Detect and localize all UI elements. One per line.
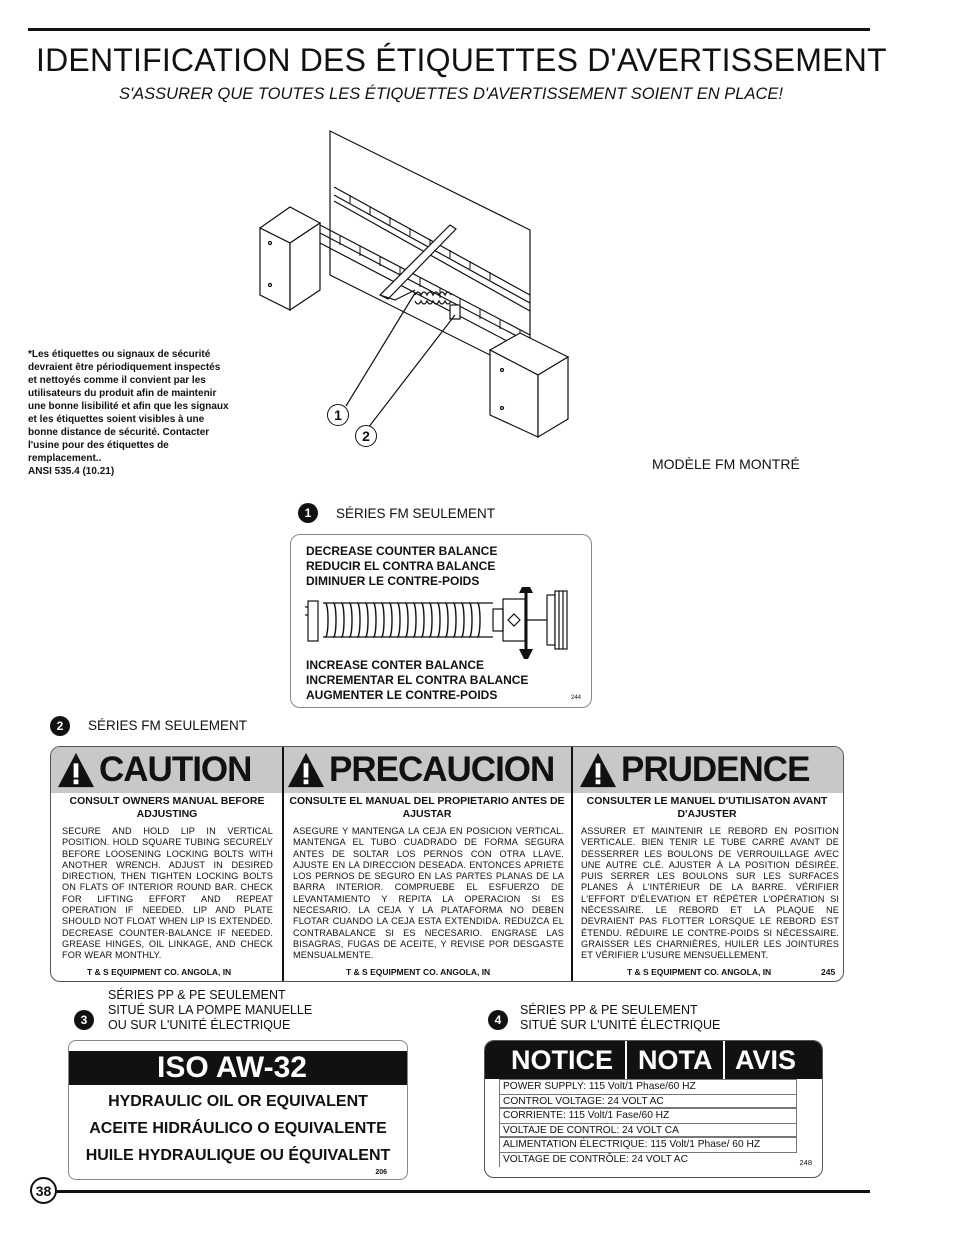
precaucion-header: [287, 747, 554, 793]
bottom-rule: [42, 1190, 870, 1193]
page-title: IDENTIFICATION DES ÉTIQUETTES D'AVERTISSEMENT: [36, 42, 887, 78]
notice-header-band: [485, 1041, 822, 1079]
label-4-caption-1: SÉRIES PP & PE SEULEMENT: [520, 1003, 698, 1017]
corriente-row: CORRIENTE: 115 Volt/1 Fase/60 HZ: [499, 1108, 797, 1123]
iso-title: ISO AW-32: [157, 1051, 307, 1084]
increase-line-es: INCREMENTAR EL CONTRA BALANCE: [306, 673, 529, 687]
label-code: 248: [799, 1158, 812, 1167]
column-divider: [282, 747, 284, 981]
oil-line-es: ACEITE HIDRÁULICO O EQUIVALENTE: [89, 1120, 387, 1137]
safety-note-line: une bonne lisibilité et afin que les signaux: [28, 401, 229, 412]
decrease-line-en: DECREASE COUNTER BALANCE: [306, 544, 498, 558]
control-voltage-row: CONTROL VOLTAGE: 24 VOLT AC: [499, 1094, 797, 1109]
safety-note-line: utilisateurs du produit afin de maintenir: [28, 388, 217, 399]
label-1-number: 1: [298, 503, 318, 523]
safety-note-line: et les étiquettes soient visibles à une: [28, 414, 205, 425]
label-2-series: SÉRIES FM SEULEMENT: [88, 718, 248, 733]
top-rule: [28, 28, 870, 31]
prudence-word: PRUDENCE: [621, 750, 810, 789]
iso-title-band: [69, 1051, 407, 1085]
increase-line-en: INCREASE CONTER BALANCE: [306, 658, 485, 672]
hydraulic-oil-label: [68, 1040, 408, 1180]
safety-note-line: bonne distance de sécurité. Contacter: [28, 427, 210, 438]
prudence-heading: CONSULTER LE MANUEL D'UTILISATON AVANT D'AJUSTER: [586, 795, 828, 820]
label-3-number: 3: [74, 1010, 94, 1030]
decrease-line-fr: DIMINUER LE CONTRE-POIDS: [306, 574, 480, 588]
warning-triangle-icon: [287, 751, 325, 789]
caution-body: SECURE AND HOLD LIP IN VERTICAL POSITION. HOLD SQUARE TUBING SECURELY BEFORE LOOSENING LOCKING BOLTS WITH ANOTHER WRENCH. ADJUST IN DESIRED DIRECTION, THEN TIGHTEN LOCKING BOLTS ON FLATS OF INTERIOR ROUND BAR. CHECK FOR LIFTING EFFORT AND REPEAT OPERATION IF NEEDED. LIP AND PLATE SHOULD NOT FLOAT WHEN LIP IS EXTENDED. DECREASE COUNTER-BALANCE IF NEEDED. GREASE HINGES, OIL LINKAGE, AND CHECK FOR WEAR MONTHLY.: [62, 826, 273, 961]
label-4-number: 4: [488, 1010, 508, 1030]
precaucion-body: ASEGURE Y MANTENGA LA CEJA EN POSICION VERTICAL. MANTENGA EL TUBO CUADRADO DE FORMA SEGURA ANTES DE SOLTAR LOS PERNOS CON OTRA LLAVE. AJUSTE EN LA DIRECCION DESEADA. ENTONCES APRIETE LOS PERNOS DE SEGURO EN LAS PARTES PLANAS DE LA BARRA INTERIOR. COMPRUEBE EL ESFUERZO DE LEVANTAMIENTO Y REPITA LA OPERACION SI ES NECESARIO. LA CEJA Y LA PLATAFORMA NO DEBEN FLOTAR CUANDO LA CEJA ESTA EXTENDIDA. REDUZCA EL CONTRABALANCE SI ES NECESARIO. ENGRASE LAS BISAGRAS, FUGAS DE ACEITE, Y REVISE POR DESGASTE MENSUALMENTE.: [293, 826, 564, 961]
safety-note-line: l'usine pour des étiquettes de: [28, 440, 169, 451]
prudence-body: ASSURER ET MAINTENIR LE REBORD EN POSITION VERTICALE. BIEN TENIR LE TUBE CARRÉ AVANT DE DESSERRER LES BOULONS DE VERROUILLAGE AVEC UNE AUTRE CLÉ. AJUSTER À LA POSITION DÉSIRÉE. PUIS SERRER LES BOULONS SUR LES SURFACES PLANES À L'INTÉRIEUR DE LA BARRE. VÉRIFIER L'EFFORT D'ÉLEVATION ET RÉPÉTER L'OPÉRATION SI NÉCESSAIRE. LE REBORD ET LA PLAQUE NE DEVRAIENT PAS FLOTTER LORSQUE LE REBORD EST ÉTENDU. RÉDUIRE LE CONTRE-POIDS SI NÉCESSAIRE. GRAISSER LES CHARNIÈRES, HUILER LES JOINTURES ET VÉRIFIER L'USURE MENSUELLEMENT.: [581, 826, 839, 961]
header-divider: [723, 1041, 725, 1079]
increase-line-fr: AUGMENTER LE CONTRE-POIDS: [306, 688, 498, 702]
caution-word: CAUTION: [99, 750, 252, 789]
notice-word: NOTICE: [511, 1045, 614, 1075]
warning-triangle-icon: [57, 751, 95, 789]
label-3-caption-2: SITUÉ SUR LA POMPE MANUELLE: [108, 1003, 313, 1017]
label-code: 245: [821, 967, 836, 977]
precaucion-word: PRECAUCION: [329, 750, 555, 789]
voltaje-row: VOLTAJE DE CONTROL: 24 VOLT CA: [499, 1123, 797, 1138]
column-divider: [571, 747, 573, 981]
callout-1: 1: [327, 404, 349, 426]
oil-line-en: HYDRAULIC OIL OR EQUIVALENT: [108, 1093, 368, 1110]
header-divider: [625, 1041, 627, 1079]
safety-note: [28, 348, 248, 478]
spring-adjuster-icon: [303, 587, 578, 659]
decrease-line-es: REDUCIR EL CONTRA BALANCE: [306, 559, 496, 573]
caution-header: [57, 747, 251, 793]
caution-heading: CONSULT OWNERS MANUAL BEFORE ADJUSTING: [69, 795, 265, 820]
label-1-series: SÉRIES FM SEULEMENT: [336, 506, 496, 521]
precaucion-footer: T & S EQUIPMENT CO. ANGOLA, IN: [346, 967, 491, 977]
safety-note-line: ANSI 535.4 (10.21): [28, 466, 115, 477]
counter-balance-label: [290, 534, 592, 708]
caution-footer: T & S EQUIPMENT CO. ANGOLA, IN: [87, 967, 232, 977]
label-2-number: 2: [50, 716, 70, 736]
safety-note-line: remplacement..: [28, 453, 102, 464]
precaucion-heading: CONSULTE EL MANUAL DEL PROPIETARIO ANTES DE AJUSTAR: [289, 795, 565, 820]
model-label: MODÈLE FM MONTRÉ: [652, 456, 800, 472]
prudence-header: [579, 747, 809, 793]
page-number: 38: [30, 1177, 57, 1204]
label-3-caption-1: SÉRIES PP & PE SEULEMENT: [108, 988, 286, 1002]
voltage-controle-row: VOLTAGE DE CONTRÔLE: 24 VOLT AC: [499, 1152, 797, 1167]
safety-note-line: et nettoyés comme il convient par les: [28, 375, 206, 386]
safety-note-line: *Les étiquettes ou signaux de sécurité: [28, 349, 211, 360]
label-code: 244: [570, 695, 581, 701]
label-4-caption-2: SITUÉ SUR L'UNITÉ ÉLECTRIQUE: [520, 1018, 721, 1032]
caution-label: [50, 746, 844, 982]
notice-label: [484, 1040, 823, 1178]
page-subtitle: S'ASSURER QUE TOUTES LES ÉTIQUETTES D'AVERTISSEMENT SOIENT EN PLACE!: [118, 85, 783, 103]
avis-word: AVIS: [735, 1045, 797, 1075]
prudence-footer: T & S EQUIPMENT CO. ANGOLA, IN: [627, 967, 772, 977]
label-code: 206: [375, 1169, 387, 1176]
callout-2: 2: [355, 425, 377, 447]
oil-line-fr: HUILE HYDRAULIQUE OU ÉQUIVALENT: [85, 1147, 391, 1164]
nota-word: NOTA: [638, 1045, 713, 1075]
alimentation-row: ALIMENTATION ÉLECTRIQUE: 115 Volt/1 Phase/ 60 HZ: [499, 1137, 797, 1152]
warning-triangle-icon: [579, 751, 617, 789]
power-supply-row: POWER SUPPLY: 115 Volt/1 Phase/60 HZ: [499, 1079, 797, 1094]
safety-note-line: devraient être périodiquement inspectés: [28, 362, 221, 373]
dock-leveler-illustration: [250, 125, 590, 455]
label-3-caption-3: OU SUR L'UNITÉ ÉLECTRIQUE: [108, 1018, 291, 1032]
